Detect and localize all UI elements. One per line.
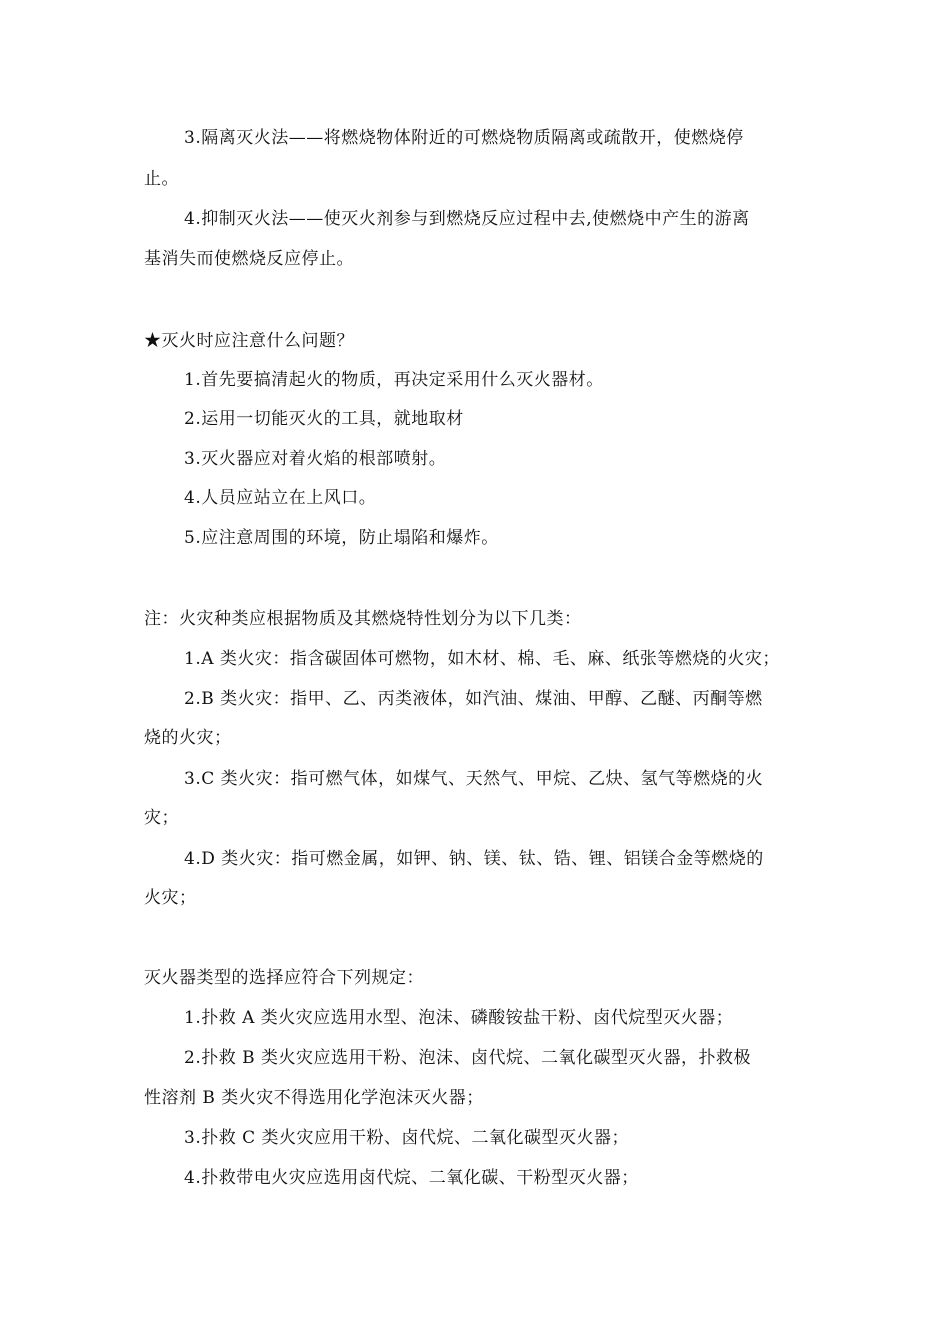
selection-heading: 灭火器类型的选择应符合下列规定： [144,968,424,988]
class-b-line-2: 烧的火灾； [144,728,232,748]
notes-item-1: 1.首先要搞清起火的物质，再决定采用什么灭火器材。 [184,370,604,390]
notes-item-4: 4.人员应站立在上风口。 [184,488,377,508]
class-c-line-2: 灾； [144,808,179,828]
method-4-line-2: 基消失而使燃烧反应停止。 [144,249,354,269]
notes-item-3: 3.灭火器应对着火焰的根部喷射。 [184,449,447,469]
selection-item-3: 3.扑救 C 类火灾应用干粉、卤代烷、二氧化碳型灭火器； [184,1128,630,1148]
method-4-line-1: 4.抑制灭火法——使灭火剂参与到燃烧反应过程中去,使燃烧中产生的游离 [184,209,750,229]
class-b-line-1: 2.B 类火灾：指甲、乙、丙类液体，如汽油、煤油、甲醇、乙醚、丙酮等燃 [184,689,763,709]
class-c-line-1: 3.C 类火灾：指可燃气体，如煤气、天然气、甲烷、乙炔、氢气等燃烧的火 [184,769,764,789]
selection-item-2-line-1: 2.扑救 B 类火灾应选用干粉、泡沫、卤代烷、二氧化碳型灭火器，扑救极 [184,1048,752,1068]
class-d-line-2: 火灾； [144,888,197,908]
method-3-line-1: 3.隔离灭火法——将燃烧物体附近的可燃烧物质隔离或疏散开，使燃烧停 [184,128,744,148]
notes-heading: ★灭火时应注意什么问题？ [144,331,354,351]
notes-item-5: 5.应注意周围的环境，防止塌陷和爆炸。 [184,528,499,548]
selection-item-2-line-2: 性溶剂 B 类火灾不得选用化学泡沫灭火器； [144,1088,484,1108]
notes-item-2: 2.运用一切能灭火的工具，就地取材 [184,409,464,429]
classes-heading: 注：火灾种类应根据物质及其燃烧特性划分为以下几类： [144,609,582,629]
method-3-line-2: 止。 [144,169,179,189]
selection-item-4: 4.扑救带电火灾应选用卤代烷、二氧化碳、干粉型灭火器； [184,1168,639,1188]
class-a-line-1: 1.A 类火灾：指含碳固体可燃物，如木材、棉、毛、麻、纸张等燃烧的火灾； [184,649,780,669]
selection-item-1: 1.扑救 A 类火灾应选用水型、泡沫、磷酸铵盐干粉、卤代烷型灭火器； [184,1008,734,1028]
class-d-line-1: 4.D 类火灾：指可燃金属，如钾、钠、镁、钛、锆、锂、铝镁合金等燃烧的 [184,849,764,869]
